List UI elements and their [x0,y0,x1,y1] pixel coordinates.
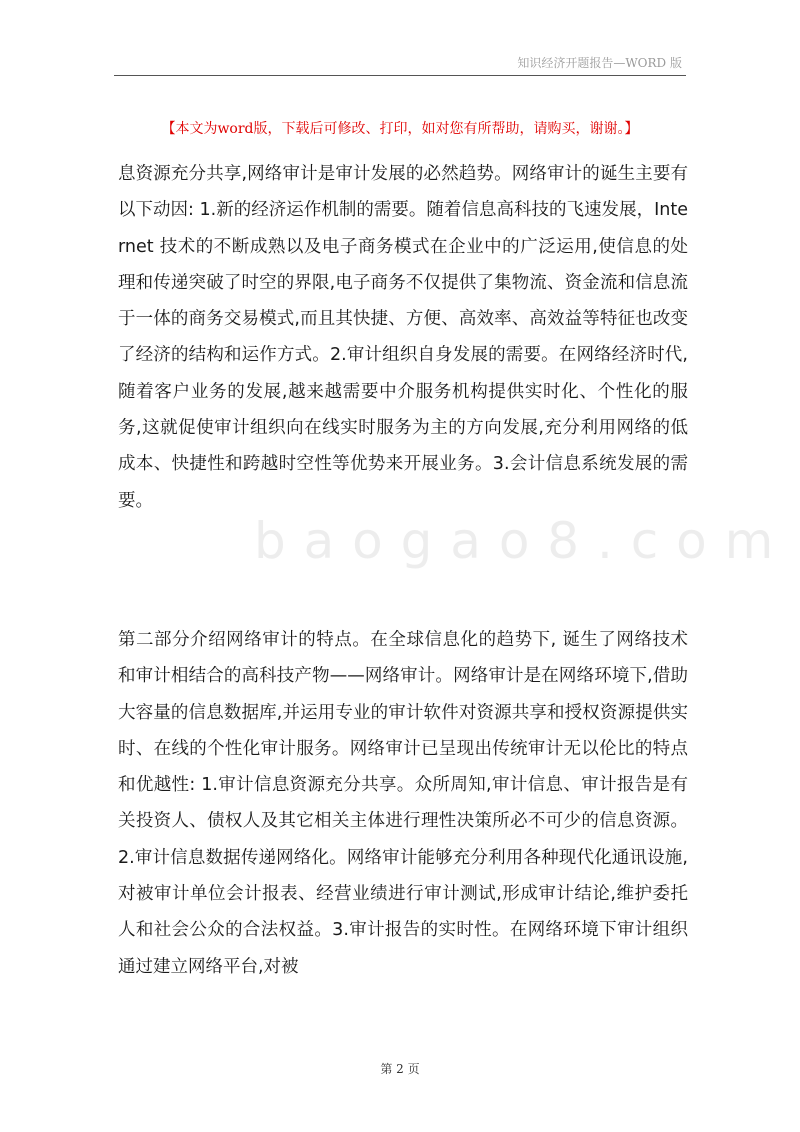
header-title: 知识经济开题报告—WORD 版 [517,56,682,70]
body-paragraph-2: 第二部分介绍网络审计的特点。在全球信息化的趋势下, 诞生了网络技术和审计相结合的高科技产物——网络审计。网络审计是在网络环境下,借助大容量的信息数据库,并运用专业的审计软件对资源共享和授权资源提供实时、在线的个性化审计服务。网络审计已呈现出传统审计无以伦比的特点和优越性: 1.审计信息资源充分共享。众所周知,审计信息、审计报告是有关投资人、债权人及其它相关主体进行理性决策所必不可少的信息资源。2.审计信息数据传递网络化。网络审计能够充分利用各种现代化通讯设施,对被审计单位会计报表、经营业绩进行审计测试,形成审计结论,维护委托人和社会公众的合法权益。3.审计报告的实时性。在网络环境下审计组织通过建立网络平台,对被 [118,630,688,977]
body-paragraph-1: 息资源充分共享,网络审计是审计发展的必然趋势。网络审计的诞生主要有以下动因: 1.新的经济运作机制的需要。随着信息高科技的飞速发展，Internet 技术的不断成熟以及电子商务模式在企业中的广泛运用,使信息的处理和传递突破了时空的界限,电子商务不仅提供了集物流、资金流和信息流于一体的商务交易模式,而且其快捷、方便、高效率、高效益等特征也改变了经济的结构和运作方式。2.审计组织自身发展的需要。在网络经济时代,随着客户业务的发展,越来越需要中介服务机构提供实时化、个性化的服务,这就促使审计组织向在线实时服务为主的方向发展,充分利用网络的低成本、快捷性和跨越时空性等优势来开展业务。3.会计信息系统发展的需要。 [118,164,688,511]
header-divider [114,75,686,76]
page-number: 第 2 页 [380,1062,420,1076]
watermark: b a o g a o 8 . c o m [254,512,775,570]
purchase-notice: 【本文为word版，下载后可修改、打印，如对您有所帮助，请购买，谢谢。】 [161,121,639,137]
